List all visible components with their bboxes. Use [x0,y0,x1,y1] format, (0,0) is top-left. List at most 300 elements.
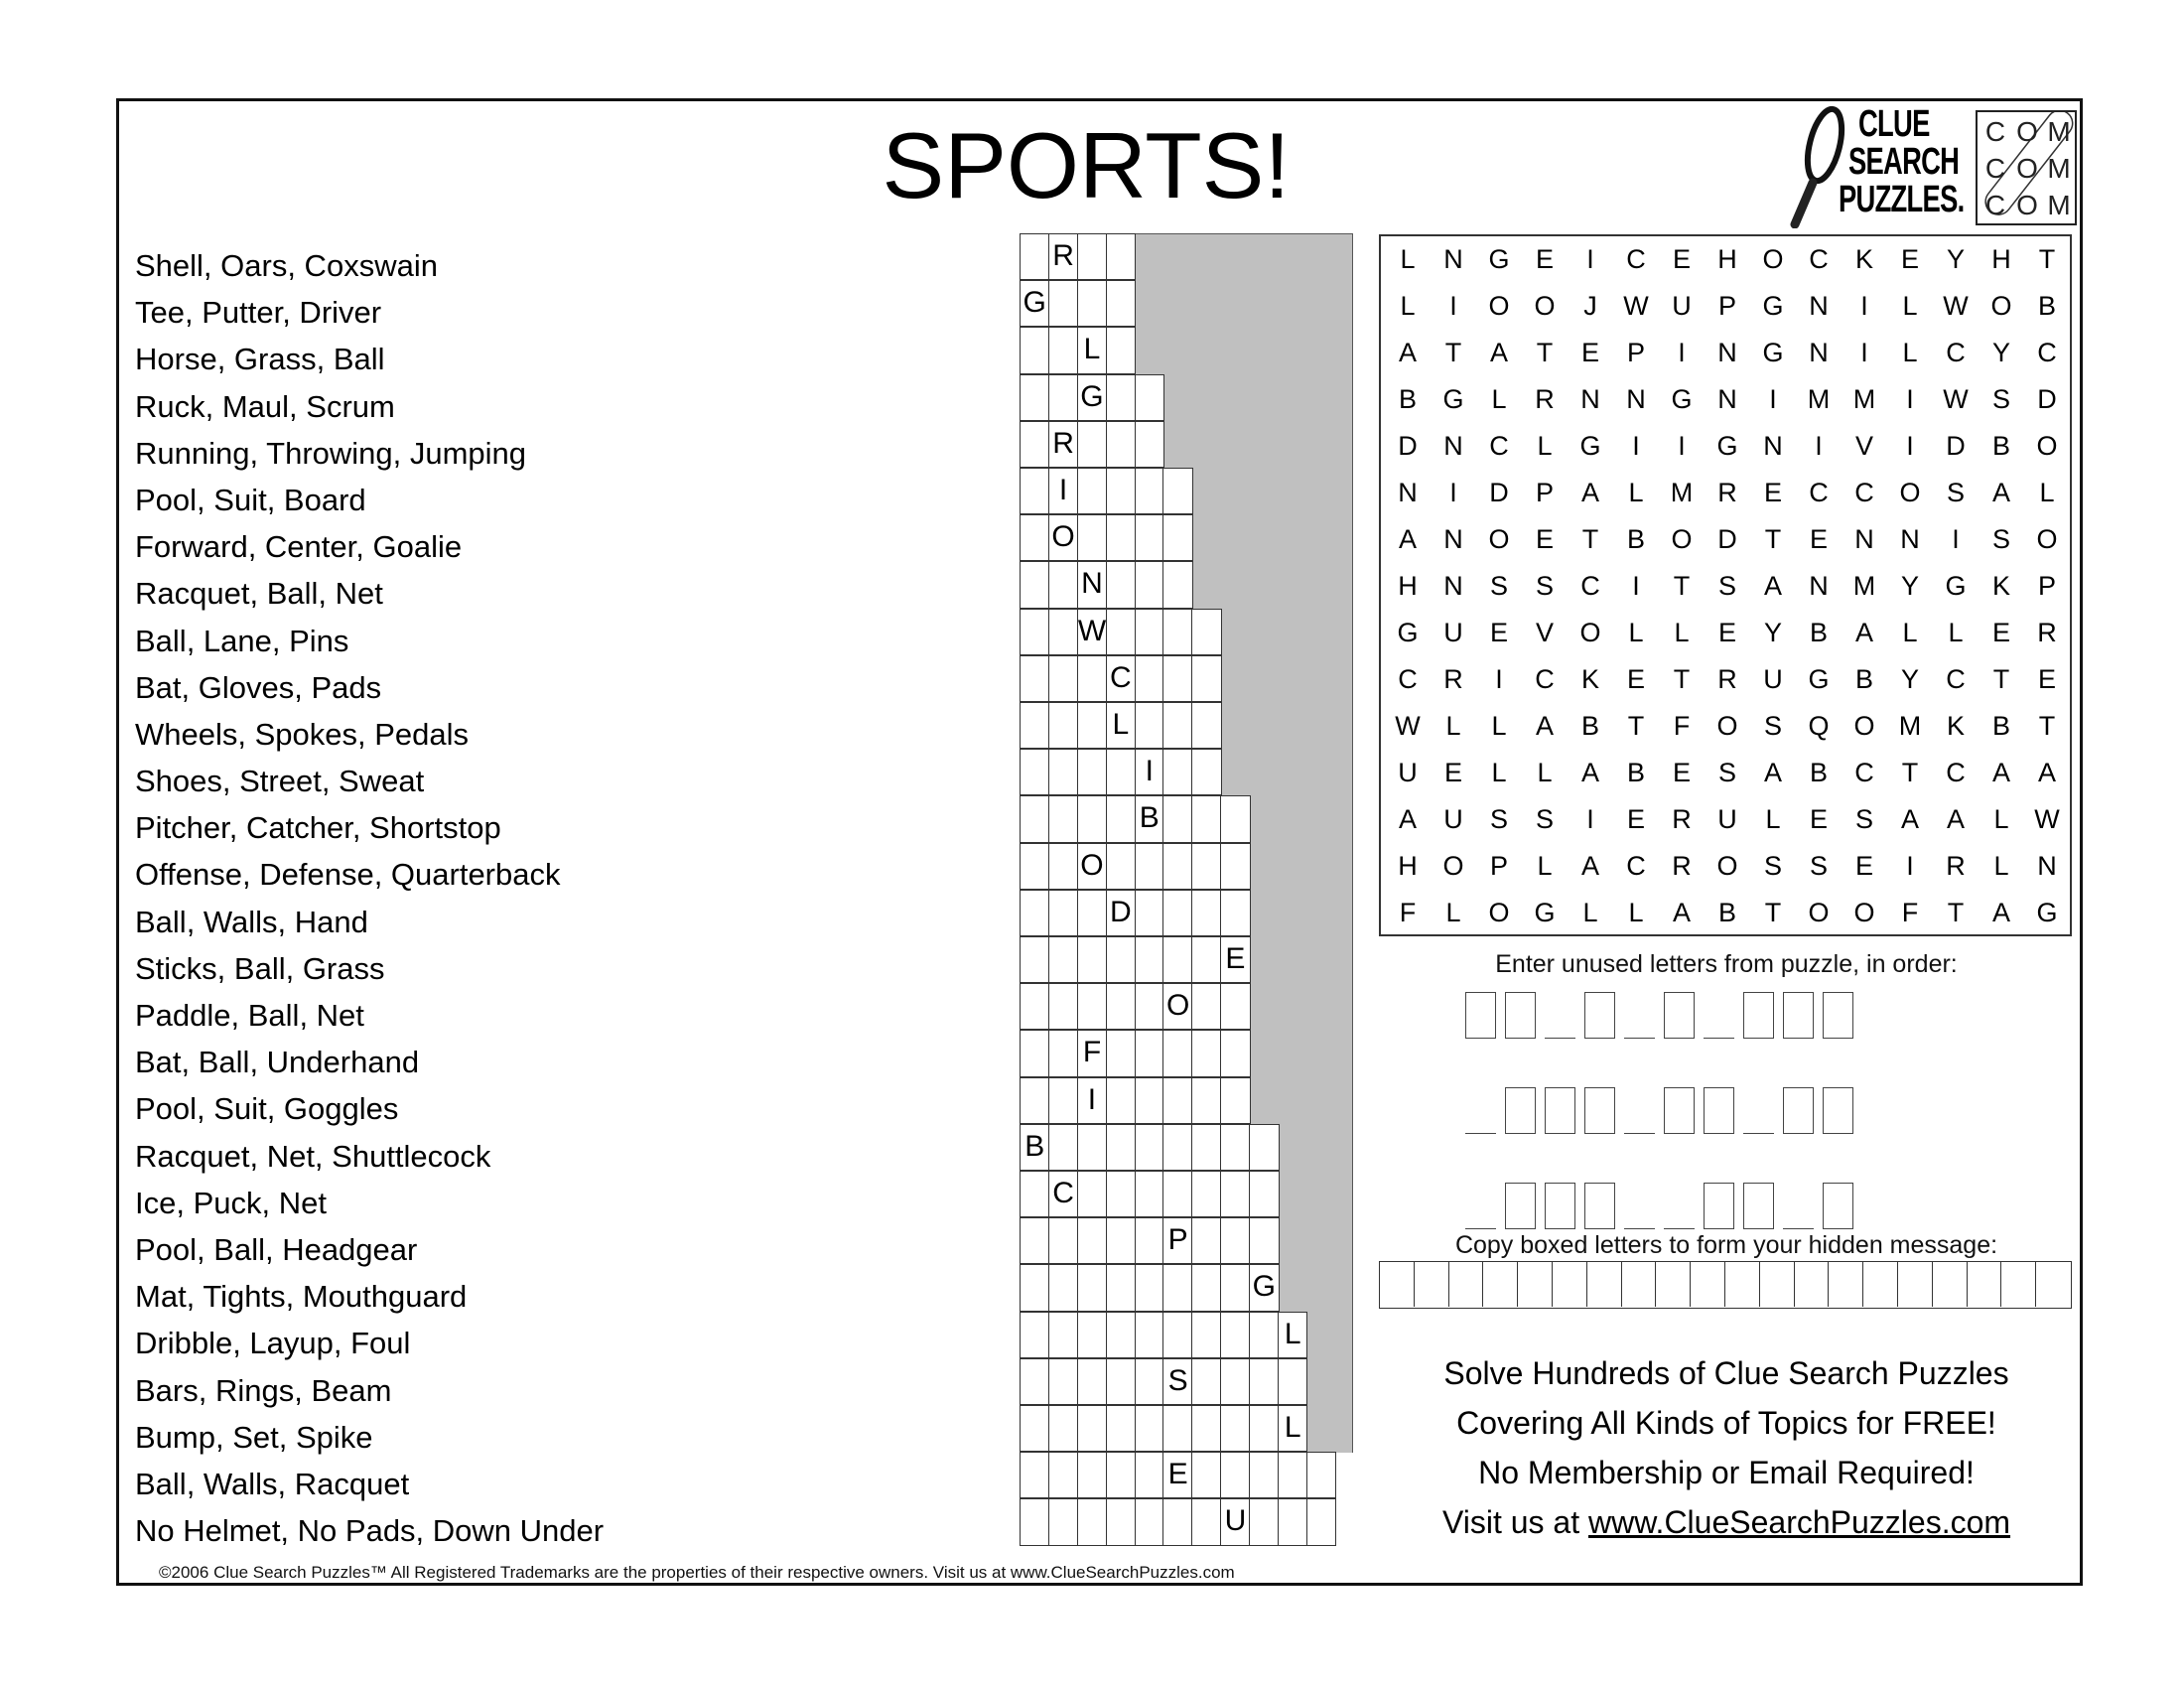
answer-cell[interactable] [1020,655,1049,702]
word-search-letter[interactable]: A [1854,618,1873,647]
word-search-letter[interactable]: L [1491,758,1507,787]
answer-cell[interactable] [1220,1077,1250,1124]
word-search-letter[interactable]: C [1809,478,1829,507]
word-search-letter[interactable]: F [1901,898,1919,927]
word-search-letter[interactable]: Y [1900,571,1919,601]
word-search-letter[interactable]: C [1946,758,1966,787]
answer-cell[interactable] [1162,1124,1192,1171]
word-search-letter[interactable]: E [1809,804,1828,834]
word-search-letter[interactable]: T [1444,338,1462,367]
word-search-letter[interactable]: C [1580,571,1600,601]
word-search-letter[interactable]: L [1628,898,1644,927]
answer-cell[interactable] [1135,1264,1164,1311]
answer-cell[interactable] [1220,1217,1250,1264]
word-search-letter[interactable]: S [1991,524,2010,554]
answer-cell[interactable] [1191,1171,1221,1217]
boxed-letter-slot[interactable] [1783,992,1814,1039]
answer-cell[interactable]: G [1249,1264,1279,1311]
word-search-letter[interactable]: U [1398,758,1418,787]
boxed-letter-slot[interactable] [1743,992,1774,1039]
answer-cell[interactable] [1020,843,1049,890]
word-search-letter[interactable]: Y [1946,244,1965,274]
answer-cell[interactable] [1162,1264,1192,1311]
word-search-letter[interactable]: L [1948,618,1964,647]
hidden-message-box[interactable] [2001,1262,2036,1307]
letter-blank[interactable] [1465,1183,1496,1229]
word-search-letter[interactable]: I [1632,571,1640,601]
answer-cell[interactable] [1077,280,1107,327]
word-search-letter[interactable]: N [1626,384,1646,414]
word-search-letter[interactable]: O [1762,244,1784,274]
word-search-letter[interactable]: E [1854,851,1873,881]
boxed-letter-slot[interactable] [1664,1087,1695,1134]
answer-cell[interactable]: R [1048,421,1078,468]
word-search-letter[interactable]: N [1809,571,1829,601]
answer-cell[interactable] [1106,983,1136,1030]
answer-cell[interactable] [1106,1312,1136,1358]
answer-cell[interactable] [1020,468,1049,514]
word-search-letter[interactable]: P [2037,571,2056,601]
word-search-letter[interactable]: O [1808,898,1830,927]
word-search-letter[interactable]: M [1807,384,1831,414]
answer-cell[interactable] [1077,1405,1107,1452]
answer-cell[interactable] [1135,702,1164,749]
word-search-letter[interactable]: G [1579,431,1601,461]
word-search-letter[interactable]: F [1399,898,1417,927]
boxed-letter-slot[interactable] [1743,1183,1774,1229]
word-search-letter[interactable]: I [1586,804,1594,834]
word-search-letter[interactable]: P [1626,338,1645,367]
word-search-letter[interactable]: M [1670,478,1694,507]
word-search-letter[interactable]: C [1489,431,1509,461]
word-search-letter[interactable]: E [1809,524,1828,554]
word-search-letter[interactable]: L [1765,804,1781,834]
word-search-letter[interactable]: N [1443,571,1463,601]
answer-cell[interactable] [1020,327,1049,373]
answer-cell[interactable] [1106,843,1136,890]
word-search-letter[interactable]: B [1580,711,1599,741]
word-search-letter[interactable]: T [1947,898,1965,927]
answer-cell[interactable] [1191,609,1221,655]
answer-cell[interactable] [1191,749,1221,795]
word-search-letter[interactable]: W [1943,384,1969,414]
word-search-letter[interactable]: I [1860,291,1868,321]
answer-cell[interactable] [1220,983,1250,1030]
answer-cell[interactable] [1191,1312,1221,1358]
word-search-letter[interactable]: S [1535,571,1554,601]
answer-cell[interactable] [1048,1312,1078,1358]
word-search-letter[interactable]: S [1809,851,1828,881]
answer-cell[interactable] [1048,843,1078,890]
answer-cell[interactable] [1020,749,1049,795]
answer-cell[interactable] [1162,514,1192,561]
word-search-letter[interactable]: L [1628,618,1644,647]
word-search-letter[interactable]: S [1535,804,1554,834]
word-search-letter[interactable]: G [1534,898,1556,927]
answer-cell[interactable] [1020,890,1049,936]
word-search-letter[interactable]: T [2038,711,2056,741]
answer-cell[interactable] [1106,280,1136,327]
answer-cell[interactable] [1106,1452,1136,1498]
answer-cell[interactable] [1077,795,1107,842]
hidden-message-box[interactable] [2036,1262,2071,1307]
word-search-letter[interactable]: N [1443,244,1463,274]
answer-cell[interactable] [1020,1358,1049,1405]
answer-cell[interactable] [1020,514,1049,561]
letter-blank[interactable] [1743,1087,1774,1134]
letter-blank[interactable] [1664,1183,1695,1229]
boxed-letter-slot[interactable] [1823,1087,1853,1134]
answer-cell[interactable] [1077,1171,1107,1217]
word-search-letter[interactable]: I [1586,244,1594,274]
word-search-letter[interactable]: N [1763,431,1783,461]
word-search-letter[interactable]: R [1672,804,1692,834]
word-search-letter[interactable]: B [2037,291,2056,321]
answer-cell[interactable] [1278,1452,1307,1498]
word-search-letter[interactable]: B [1809,618,1828,647]
answer-cell[interactable] [1220,1264,1250,1311]
answer-cell[interactable] [1135,1452,1164,1498]
answer-cell[interactable] [1220,1358,1250,1405]
word-search-letter[interactable]: T [1764,524,1782,554]
website-link[interactable]: www.ClueSearchPuzzles.com [1587,1504,2011,1540]
answer-cell[interactable] [1048,1217,1078,1264]
word-search-letter[interactable]: L [1445,711,1461,741]
word-search-letter[interactable]: A [1991,898,2010,927]
word-search-letter[interactable]: S [1991,384,2010,414]
answer-cell[interactable] [1135,1077,1164,1124]
word-search-letter[interactable]: S [1946,478,1965,507]
word-search-letter[interactable]: A [1763,758,1782,787]
answer-cell[interactable] [1048,1124,1078,1171]
word-search-letter[interactable]: L [1902,338,1918,367]
word-search-letter[interactable]: W [1395,711,1421,741]
answer-cell[interactable] [1106,468,1136,514]
word-search-letter[interactable]: A [1580,851,1599,881]
word-search-letter[interactable]: L [1537,431,1553,461]
word-search-letter[interactable]: E [1580,338,1599,367]
word-search-letter[interactable]: L [1582,898,1598,927]
answer-cell[interactable] [1020,1264,1049,1311]
answer-cell[interactable] [1278,1358,1307,1405]
hidden-message-box[interactable] [1933,1262,1968,1307]
word-search-letter[interactable]: K [1946,711,1965,741]
hidden-message-box[interactable] [1691,1262,1725,1307]
word-search-letter[interactable]: G [1397,618,1419,647]
answer-cell[interactable] [1162,609,1192,655]
answer-cell[interactable] [1106,1171,1136,1217]
answer-cell[interactable] [1077,702,1107,749]
word-search-letter[interactable]: K [1854,244,1873,274]
word-search-letter[interactable]: A [2037,758,2056,787]
word-search-letter[interactable]: O [1488,524,1510,554]
word-search-letter[interactable]: L [1537,758,1553,787]
answer-cell[interactable] [1106,1030,1136,1076]
answer-cell[interactable] [1048,1030,1078,1076]
answer-cell[interactable] [1048,1405,1078,1452]
word-search-letter[interactable]: D [1398,431,1418,461]
answer-cell[interactable] [1077,749,1107,795]
hidden-message-box[interactable] [1968,1262,2002,1307]
word-search-letter[interactable]: G [1945,571,1967,601]
word-search-letter[interactable]: K [1991,571,2010,601]
answer-cell[interactable] [1135,609,1164,655]
answer-cell[interactable] [1162,1171,1192,1217]
word-search-letter[interactable]: R [1672,851,1692,881]
answer-cell[interactable] [1135,1030,1164,1076]
word-search-letter[interactable]: V [1535,618,1554,647]
letter-blank[interactable] [1783,1183,1814,1229]
word-search-letter[interactable]: H [1398,851,1418,881]
word-search-letter[interactable]: N [1717,384,1737,414]
answer-cell[interactable]: I [1077,1077,1107,1124]
answer-cell[interactable]: G [1020,280,1049,327]
answer-cell[interactable] [1135,514,1164,561]
boxed-letter-slot[interactable] [1545,1183,1575,1229]
answer-cell[interactable] [1191,1358,1221,1405]
word-search-letter[interactable]: O [1716,711,1738,741]
hidden-message-box[interactable] [1760,1262,1795,1307]
answer-cell[interactable] [1020,421,1049,468]
answer-cell[interactable]: E [1220,936,1250,983]
answer-cell[interactable] [1106,1498,1136,1545]
answer-cell[interactable] [1162,1498,1192,1545]
answer-cell[interactable] [1106,1405,1136,1452]
word-search-letter[interactable]: P [1489,851,1508,881]
boxed-letter-slot[interactable] [1823,992,1853,1039]
answer-cell[interactable] [1048,983,1078,1030]
word-search-letter[interactable]: E [1717,618,1736,647]
answer-cell[interactable] [1020,1452,1049,1498]
answer-cell[interactable] [1191,1452,1221,1498]
hidden-message-box[interactable] [1380,1262,1415,1307]
word-search-letter[interactable]: C [1946,338,1966,367]
word-search-letter[interactable]: C [1626,244,1646,274]
answer-cell[interactable]: S [1162,1358,1192,1405]
word-search-letter[interactable]: H [1991,244,2011,274]
answer-cell[interactable]: L [1278,1312,1307,1358]
answer-cell[interactable] [1249,1498,1279,1545]
word-search-letter[interactable]: L [1993,851,2009,881]
hidden-message-box[interactable] [1863,1262,1898,1307]
answer-cell[interactable] [1278,1498,1307,1545]
answer-cell[interactable] [1048,936,1078,983]
answer-cell[interactable] [1191,1264,1221,1311]
answer-cell[interactable] [1106,1358,1136,1405]
answer-cell[interactable] [1106,795,1136,842]
answer-cell[interactable] [1135,1405,1164,1452]
answer-cell[interactable]: L [1077,327,1107,373]
answer-cell[interactable] [1048,795,1078,842]
answer-cell[interactable] [1077,421,1107,468]
word-search-letter[interactable]: I [1906,851,1914,881]
answer-cell[interactable] [1020,609,1049,655]
word-search-letter[interactable]: G [1762,338,1784,367]
answer-cell[interactable]: N [1077,561,1107,608]
word-search-letter[interactable]: C [1626,851,1646,881]
answer-cell[interactable]: G [1077,374,1107,421]
answer-cell[interactable] [1077,1312,1107,1358]
word-search-letter[interactable]: E [1535,244,1554,274]
word-search-letter[interactable]: E [1991,618,2010,647]
word-search-letter[interactable]: E [2037,664,2056,694]
word-search-letter[interactable]: G [1716,431,1738,461]
answer-cell[interactable] [1048,702,1078,749]
word-search-letter[interactable]: N [1854,524,1874,554]
word-search-letter[interactable]: A [1900,804,1919,834]
word-search-letter[interactable]: T [1901,758,1919,787]
answer-cell[interactable]: E [1162,1452,1192,1498]
word-search-letter[interactable]: C [1854,758,1874,787]
answer-cell[interactable]: L [1278,1405,1307,1452]
word-search-letter[interactable]: I [1906,431,1914,461]
word-search-letter[interactable]: O [1853,898,1875,927]
word-search-letter[interactable]: B [1626,524,1645,554]
answer-cell[interactable] [1077,1358,1107,1405]
answer-cell[interactable] [1191,1217,1221,1264]
word-search-letter[interactable]: G [2036,898,2058,927]
answer-cell[interactable] [1077,936,1107,983]
word-search-letter[interactable]: L [1628,478,1644,507]
answer-cell[interactable]: B [1135,795,1164,842]
word-search-letter[interactable]: N [1443,431,1463,461]
boxed-letter-slot[interactable] [1664,992,1695,1039]
word-search-letter[interactable]: A [1991,758,2010,787]
answer-cell[interactable] [1020,1312,1049,1358]
word-search-letter[interactable]: U [1443,618,1463,647]
answer-cell[interactable] [1162,702,1192,749]
word-search-letter[interactable]: T [1673,664,1691,694]
word-search-letter[interactable]: A [1991,478,2010,507]
word-search-letter[interactable]: L [1491,711,1507,741]
answer-cell[interactable] [1077,233,1107,280]
answer-cell[interactable] [1249,1405,1279,1452]
answer-cell[interactable] [1249,1171,1279,1217]
letter-blank[interactable] [1465,1087,1496,1134]
word-search-letter[interactable]: C [2037,338,2057,367]
answer-cell[interactable] [1077,655,1107,702]
answer-cell[interactable] [1249,1312,1279,1358]
answer-cell[interactable] [1191,843,1221,890]
answer-cell[interactable] [1306,1452,1336,1498]
answer-cell[interactable]: O [1077,843,1107,890]
boxed-letter-slot[interactable] [1465,992,1496,1039]
word-search-letter[interactable]: V [1854,431,1873,461]
answer-cell[interactable] [1048,280,1078,327]
word-search-letter[interactable]: M [1852,571,1876,601]
answer-cell[interactable] [1135,561,1164,608]
answer-cell[interactable] [1220,1405,1250,1452]
word-search-letter[interactable]: Y [1991,338,2010,367]
word-search-letter[interactable]: D [2037,384,2057,414]
word-search-letter[interactable]: I [1906,384,1914,414]
answer-cell[interactable] [1048,327,1078,373]
answer-cell[interactable] [1048,1077,1078,1124]
word-search-letter[interactable]: E [1489,618,1508,647]
word-search-letter[interactable]: O [1488,898,1510,927]
answer-cell[interactable] [1020,983,1049,1030]
word-search-letter[interactable]: U [1717,804,1737,834]
word-search-letter[interactable]: D [1489,478,1509,507]
word-search-letter[interactable]: T [1764,898,1782,927]
answer-cell[interactable] [1077,1264,1107,1311]
answer-cell[interactable] [1106,1124,1136,1171]
word-search-letter[interactable]: O [1488,291,1510,321]
answer-cell[interactable] [1135,890,1164,936]
boxed-letter-slot[interactable] [1584,1183,1615,1229]
word-search-letter[interactable]: D [1946,431,1966,461]
answer-cell[interactable] [1106,609,1136,655]
hidden-message-box[interactable] [1656,1262,1691,1307]
word-search-letter[interactable]: I [1495,664,1503,694]
answer-cell[interactable] [1162,1405,1192,1452]
word-search-letter[interactable]: L [1537,851,1553,881]
hidden-message-box[interactable] [1795,1262,1830,1307]
word-search-letter[interactable]: B [1854,664,1873,694]
answer-cell[interactable] [1077,1217,1107,1264]
boxed-letter-slot[interactable] [1783,1087,1814,1134]
answer-cell[interactable] [1191,655,1221,702]
boxed-letter-slot[interactable] [1545,1087,1575,1134]
hidden-message-box[interactable] [1725,1262,1760,1307]
word-search-letter[interactable]: S [1854,804,1873,834]
answer-cell[interactable] [1106,233,1136,280]
answer-cell[interactable] [1048,655,1078,702]
word-search-letter[interactable]: W [1943,291,1969,321]
hidden-message-box[interactable] [1622,1262,1657,1307]
answer-cell[interactable] [1106,749,1136,795]
answer-cell[interactable]: C [1048,1171,1078,1217]
word-search-letter[interactable]: C [1854,478,1874,507]
boxed-letter-slot[interactable] [1505,992,1536,1039]
word-search-letter[interactable]: U [1763,664,1783,694]
answer-cell[interactable]: W [1077,609,1107,655]
word-search-letter[interactable]: N [1717,338,1737,367]
word-search-letter[interactable]: E [1626,664,1645,694]
answer-cell[interactable]: C [1106,655,1136,702]
word-search-letter[interactable]: A [1398,524,1417,554]
answer-cell[interactable] [1191,1030,1221,1076]
letter-blank[interactable] [1624,1087,1655,1134]
answer-cell[interactable] [1162,561,1192,608]
word-search-letter[interactable]: R [1946,851,1966,881]
answer-cell[interactable] [1135,1312,1164,1358]
answer-cell[interactable] [1162,468,1192,514]
answer-cell[interactable] [1020,1030,1049,1076]
word-search-letter[interactable]: T [1536,338,1554,367]
letter-blank[interactable] [1624,992,1655,1039]
word-search-letter[interactable]: O [1990,291,2012,321]
answer-cell[interactable] [1162,655,1192,702]
answer-cell[interactable]: R [1048,233,1078,280]
word-search-letter[interactable]: C [1946,664,1966,694]
word-search-letter[interactable]: T [1581,524,1599,554]
word-search-letter[interactable]: D [1717,524,1737,554]
word-search-letter[interactable]: I [1769,384,1777,414]
word-search-letter[interactable]: W [1623,291,1649,321]
word-search-letter[interactable]: O [1579,618,1601,647]
word-search-letter[interactable]: M [1852,384,1876,414]
answer-cell[interactable] [1048,1264,1078,1311]
word-search-letter[interactable]: G [1762,291,1784,321]
word-search-letter[interactable]: L [1400,244,1416,274]
word-search-letter[interactable]: I [1860,338,1868,367]
word-search-letter[interactable]: U [1443,804,1463,834]
word-search-letter[interactable]: S [1489,804,1508,834]
boxed-letter-slot[interactable] [1505,1087,1536,1134]
answer-cell[interactable] [1191,1124,1221,1171]
word-search-letter[interactable]: O [1442,851,1464,881]
